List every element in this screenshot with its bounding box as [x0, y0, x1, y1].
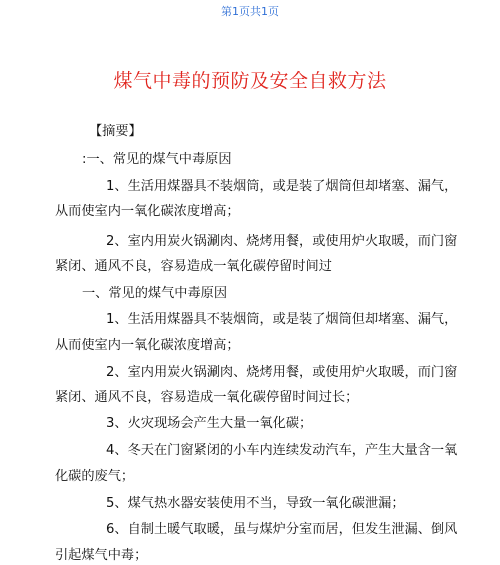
paragraph-line: 从而使室内一氧化碳浓度增高；: [55, 204, 240, 219]
paragraph-line: 3、火灾现场会产生大量一氧化碳；: [106, 416, 313, 431]
paragraph-line: 从而使室内一氧化碳浓度增高；: [55, 338, 240, 353]
paragraph-line: 化碳的废气；: [55, 469, 135, 484]
paragraph-line: 1、生活用煤器具不装烟筒，或是装了烟筒但却堵塞、漏气，: [106, 312, 458, 327]
document-title: 煤气中毒的预防及安全自救方法: [113, 70, 387, 92]
paragraph-line: 紧闭、通风不良，容易造成一氧化碳停留时间过长；: [55, 390, 359, 405]
paragraph-line: 引起煤气中毒；: [55, 548, 148, 563]
paragraph-line: 5、煤气热水器安装使用不当，导致一氧化碳泄漏；: [106, 496, 405, 511]
paragraph-line: 2、室内用炭火锅涮肉、烧烤用餐，或使用炉火取暖，而门窗: [106, 234, 458, 249]
paragraph-line: 2、室内用炭火锅涮肉、烧烤用餐，或使用炉火取暖，而门窗: [106, 365, 458, 380]
paragraph-line: 4、冬天在门窗紧闭的小车内连续发动汽车，产生大量含一氧: [106, 443, 458, 458]
page-indicator: 第1页共1页: [221, 5, 279, 18]
paragraph-line: :一、常见的煤气中毒原因: [82, 152, 232, 167]
section-heading: 一、常见的煤气中毒原因: [82, 286, 228, 301]
paragraph-line: 紧闭、通风不良，容易造成一氧化碳停留时间过: [55, 259, 332, 274]
paragraph-line: 6、自制土暖气取暖，虽与煤炉分室而居，但发生泄漏、倒风: [106, 522, 458, 537]
abstract-heading: 【摘要】: [89, 124, 142, 139]
paragraph-line: 1、生活用煤器具不装烟筒，或是装了烟筒但却堵塞、漏气，: [106, 179, 458, 194]
